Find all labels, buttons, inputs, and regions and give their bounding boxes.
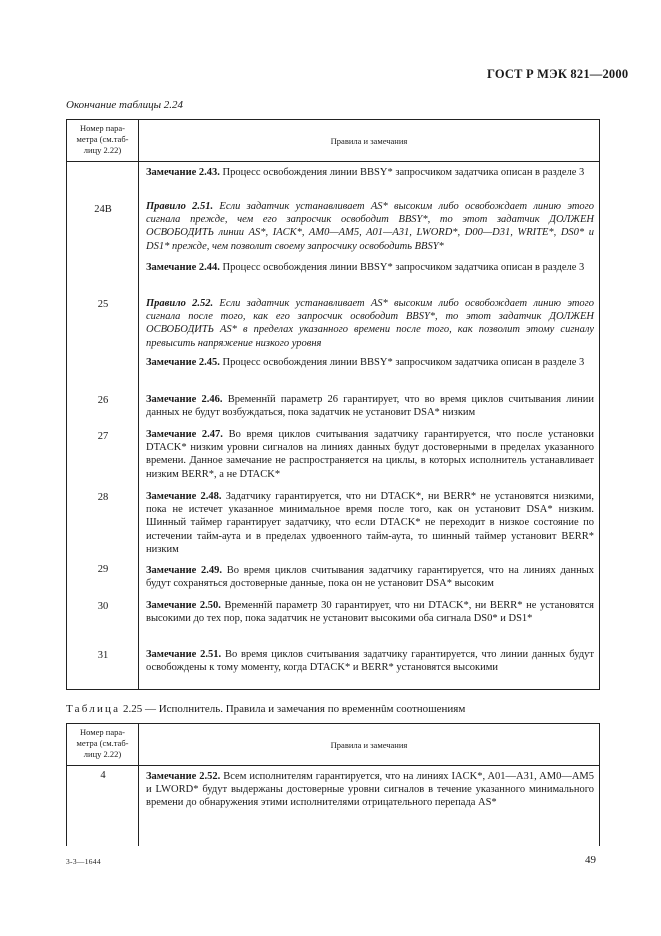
entry-label: Замечание 2.50. bbox=[146, 600, 221, 611]
page-number: 49 bbox=[585, 854, 596, 866]
entry-text: Временнîй параметр 26 гарантирует, что во время циклов считывания линии данных не будут возбуждаться, пока задатчик не установит DSA* низким bbox=[146, 394, 594, 419]
standard-designation: ГОСТ Р МЭК 821—2000 bbox=[487, 67, 629, 81]
numbers-column bbox=[67, 162, 139, 690]
print-code: 3-3—1644 bbox=[66, 857, 101, 866]
table-caption-2 bbox=[66, 703, 465, 715]
entry-label: Замечание 2.49. bbox=[146, 565, 223, 576]
numbers-column bbox=[67, 766, 139, 847]
note-entry bbox=[146, 393, 594, 419]
param-number: 31 bbox=[97, 650, 109, 661]
col-header-rules: Правила и замечания bbox=[139, 724, 600, 766]
note-entry bbox=[146, 166, 594, 179]
note-entry bbox=[146, 490, 594, 556]
entry-label: Замечание 2.47. bbox=[146, 429, 223, 440]
param-number: 26 bbox=[97, 395, 109, 406]
note-entry bbox=[146, 648, 594, 674]
entry-label: Правило 2.52. bbox=[146, 298, 214, 309]
rules-column bbox=[139, 162, 600, 690]
param-number: 4 bbox=[100, 770, 106, 781]
rule-entry bbox=[146, 200, 594, 253]
table-caption: Окончание таблицы 2.24 bbox=[66, 99, 184, 111]
entry-label: Замечание 2.51. bbox=[146, 649, 222, 660]
col-header-rules: Правила и замечания bbox=[139, 120, 600, 162]
entry-label: Замечание 2.48. bbox=[146, 491, 222, 502]
col-header-param-number: Номер пара- метра (см.таб- лицу 2.22) bbox=[67, 724, 139, 766]
note-entry bbox=[146, 564, 594, 590]
param-number: 29 bbox=[97, 564, 109, 575]
entry-text: Всем исполнителям гарантируется, что на линиях IACK*, A01—A31, AM0—AM5 и LWORD* будут выдержаны достоверные уровни сигналов в течение указанного минимального времени до обнаружения этими исполнителями отрицательного перепада AS* bbox=[146, 771, 594, 809]
entry-label: Замечание 2.43. bbox=[146, 167, 220, 178]
entry-text: Процесс освобождения линии BBSY* запросчиком задатчика описан в разделе 3 bbox=[219, 262, 585, 273]
note-entry bbox=[146, 261, 594, 274]
entry-text: Если задатчик устанавливает AS* высоким либо освобождает линию этого сигнала прежде, чем его запросчик освободит BBSY*, то этот задатчик ДОЛЖЕН ОСВОБОДИТЬ линии AS*, IACK*, AM0—AM5, A01—A31, LWORD*, D00—D31, WRITE*, DS0* и DS1* прежде, чем позволит своему запросчику освободить BBSY* bbox=[146, 201, 594, 252]
note-entry bbox=[146, 428, 594, 481]
note-entry bbox=[146, 599, 594, 625]
rules-table-2 bbox=[66, 723, 600, 846]
entry-text: Процесс освобождения линии BBSY* запросчиком задатчика описан в разделе 3 bbox=[219, 357, 585, 368]
entry-label: Замечание 2.46. bbox=[146, 394, 223, 405]
param-number: 24В bbox=[94, 204, 112, 215]
caption-prefix: Таблица bbox=[66, 703, 121, 715]
note-entry bbox=[146, 356, 594, 369]
param-number: 27 bbox=[97, 431, 109, 442]
entry-text: Задатчику гарантируется, что ни DTACK*, ни BERR* не установятся низкими, пока не истечет указанное минимальное время после того, как он установит DSA* низким. Шинный таймер гарантирует задатчику, что если DTACK* не переходит в низкое состояние по истечении тайм-аута и в пределах удвоенного тайм-аута, то шинный таймер установит BERR* низким bbox=[146, 491, 594, 555]
entry-label: Правило 2.51. bbox=[146, 201, 214, 212]
entry-text: Процесс освобождения линии BBSY* запросчиком задатчика описан в разделе 3 bbox=[219, 167, 585, 178]
entry-text: Во время циклов считывания задатчику гарантируется, что на линиях данных будут сохраняться достоверные данные, пока он не установит DSA* высоким bbox=[146, 565, 595, 590]
caption-rest: 2.25 — Исполнитель. Правила и замечания по временнûм соотношениям bbox=[120, 703, 466, 715]
note-entry bbox=[146, 770, 594, 810]
rule-entry bbox=[146, 297, 594, 350]
entry-text: Временнîй параметр 30 гарантирует, что ни DTACK*, ни BERR* не установятся высокими до тех пор, пока задатчик не установит высокими оба сигнала DS0* и DS1* bbox=[146, 600, 594, 625]
entry-text: Во время циклов считывания задатчику гарантируется, что линии данных будут освобождены к тому моменту, когда DTACK* и BERR* установятся высокими bbox=[146, 649, 595, 674]
rules-table bbox=[66, 119, 600, 690]
entry-label: Замечание 2.44. bbox=[146, 262, 220, 273]
param-number: 28 bbox=[97, 492, 109, 503]
entry-text: Во время циклов считывания задатчику гарантируется, что после установки DTACK* низким уровни сигналов на линиях данных будут достоверными в пределах указанного времени. Данное замечание не распространяется на циклы, в которых исполнитель устанавливает низким BERR*, а не DTACK* bbox=[146, 429, 594, 480]
rules-column bbox=[139, 766, 600, 847]
entry-text: Если задатчик устанавливает AS* высоким либо освобождает линию этого сигнала после того, как его запросчик освободит BBSY*, то этот задатчик ДОЛЖЕН ОСВОБОДИТЬ AS* в пределах указанного времени после того, как позволит этому сигналу превысить напряжение низкого уровня bbox=[146, 298, 594, 349]
param-number: 25 bbox=[97, 299, 109, 310]
param-number: 30 bbox=[97, 601, 109, 612]
entry-label: Замечание 2.45. bbox=[146, 357, 220, 368]
entry-label: Замечание 2.52. bbox=[146, 771, 221, 782]
col-header-param-number: Номер пара- метра (см.таб- лицу 2.22) bbox=[67, 120, 139, 162]
